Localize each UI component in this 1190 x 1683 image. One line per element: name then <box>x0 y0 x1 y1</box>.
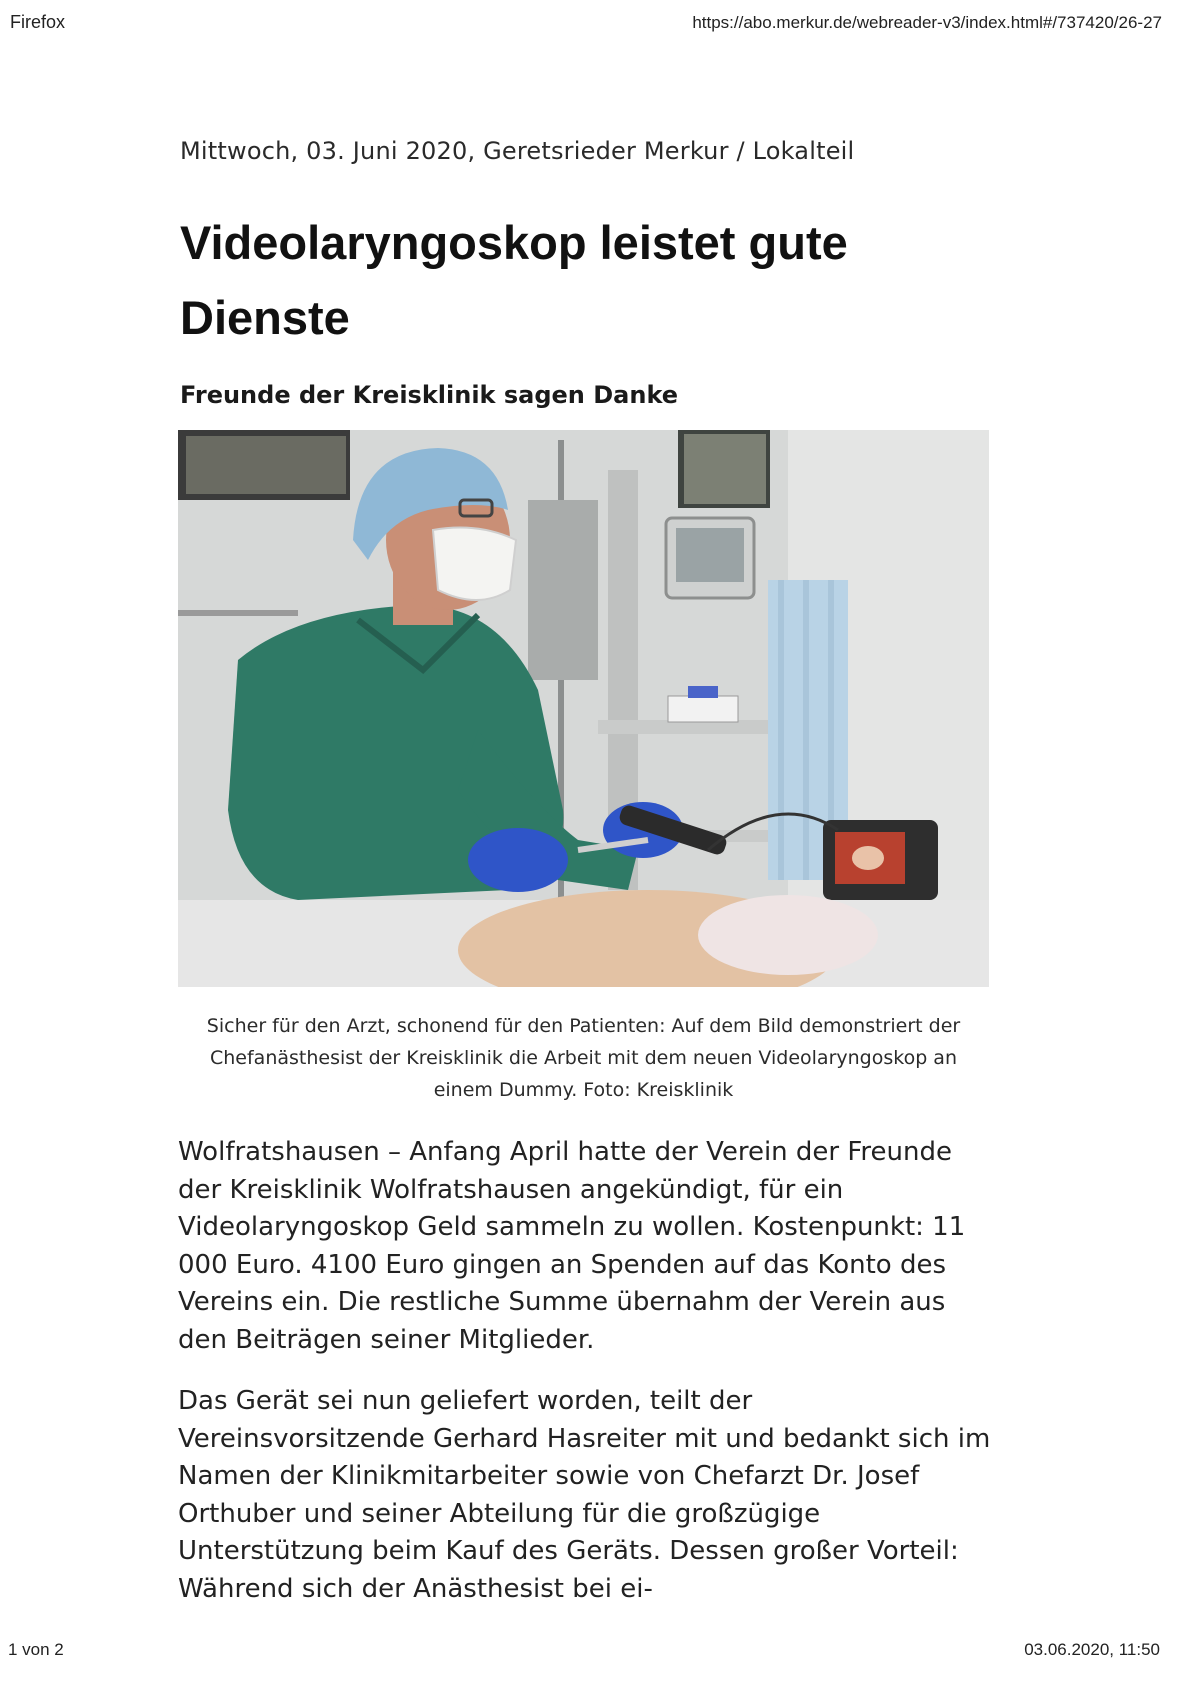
print-footer-timestamp: 03.06.2020, 11:50 <box>1024 1640 1160 1659</box>
article-dateline: Mittwoch, 03. Juni 2020, Geretsrieder Merkur / Lokalteil <box>180 137 855 165</box>
photo-caption: Sicher für den Arzt, schonend für den Patienten: Auf dem Bild demonstriert der Chefanästhesist der Kreisklinik die Arbeit mit dem neuen Videolaryngoskop an einem Dummy. Foto: Kreisklinik <box>206 1015 961 1101</box>
doctor-with-videolaryngoscope-illustration <box>178 430 989 987</box>
article-paragraph: Wolfratshausen – Anfang April hatte der Verein der Freunde der Kreisklinik Wolfratshausen angekündigt, für ein Videolaryngoskop Geld sammeln zu wollen. Kostenpunkt: 11 000 Euro. 4100 Euro gingen an Spenden auf das Konto des Vereins ein. Die restliche Summe übernahm der Verein aus den Beiträgen seiner Mitglieder. <box>178 1137 966 1355</box>
article-paragraph: Das Gerät sei nun geliefert worden, teilt der Vereinsvorsitzende Gerhard Hasreiter mit und bedankt sich im Namen der Klinikmitarbeiter sowie von Chefarzt Dr. Josef Orthuber und seiner Abteilung für die großzügige Unterstützung beim Kauf des Geräts. Dessen großer Vorteil: Während sich der Anästhesist bei ei- <box>178 1386 991 1604</box>
print-footer-page-indicator: 1 von 2 <box>8 1640 64 1659</box>
article-subheadline: Freunde der Kreisklinik sagen Danke <box>180 381 679 409</box>
article-headline: Videolaryngoskop leistet gute Dienste <box>180 216 848 344</box>
article-photo <box>178 430 989 987</box>
print-header-app-name: Firefox <box>10 12 66 32</box>
print-header-url: https://abo.merkur.de/webreader-v3/index.html#/737420/26-27 <box>692 13 1162 32</box>
